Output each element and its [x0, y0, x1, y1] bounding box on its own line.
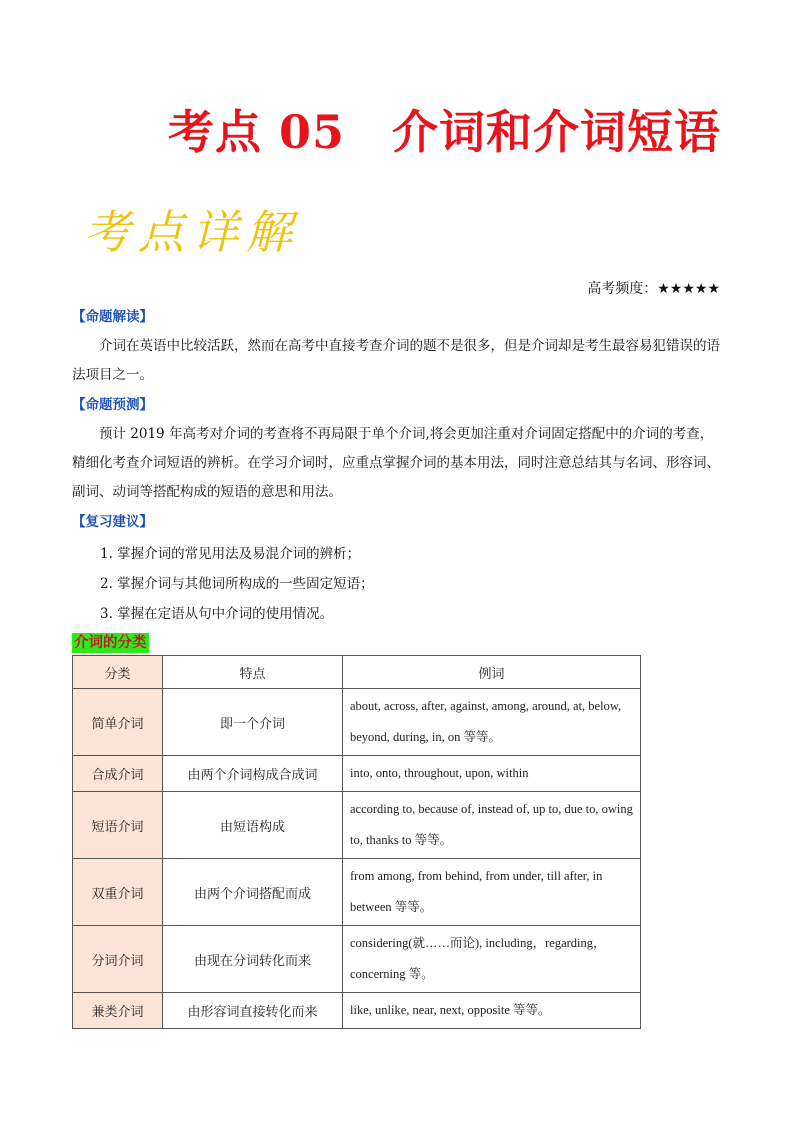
cell-type: 短语介词 [73, 792, 163, 859]
cell-examples: considering(就……而论), including，regarding，concerning 等。 [343, 926, 641, 993]
cell-type: 简单介词 [73, 689, 163, 756]
interpretation-label: 【命题解读】 [72, 309, 153, 325]
table-row [73, 993, 641, 1029]
table-row [73, 756, 641, 792]
column-header-type: 分类 [73, 656, 163, 689]
column-header-feature: 特点 [163, 656, 343, 689]
frequency-label: 高考频度： [587, 281, 658, 297]
preposition-classification-table [72, 655, 641, 1029]
table-row [73, 926, 641, 993]
star-rating-icon: ★★★★★ [657, 281, 720, 297]
cell-feature: 由短语构成 [163, 792, 343, 859]
page-title: 考点 05 介词和介词短语 [168, 105, 722, 159]
cell-type: 双重介词 [73, 859, 163, 926]
cell-examples: about, across, after, against, among, around, at, below, beyond, during, in, on 等等。 [343, 689, 641, 756]
table-header-row [73, 656, 641, 689]
interpretation-text: 介词在英语中比较活跃，然而在高考中直接考查介词的题不是很多，但是介词却是考生最容易犯错误的语法项目之一。 [72, 338, 720, 383]
table-row [73, 792, 641, 859]
cell-type: 合成介词 [73, 756, 163, 792]
table-row [73, 859, 641, 926]
content [72, 306, 724, 1029]
prediction-label: 【命题预测】 [72, 397, 153, 413]
cell-feature: 由现在分词转化而来 [163, 926, 343, 993]
cell-examples: according to, because of, instead of, up to, due to, owing to, thanks to 等等。 [343, 792, 641, 859]
list-item: 1. 掌握介词的常见用法及易混介词的辨析； [100, 546, 361, 562]
cell-examples: into, onto, throughout, upon, within [343, 756, 641, 792]
table-row [73, 689, 641, 756]
advice-list [72, 539, 724, 629]
cell-feature: 由形容词直接转化而来 [163, 993, 343, 1029]
table-title: 介词的分类 [74, 635, 147, 651]
prediction-text: 预计 2019 年高考对介词的考查将不再局限于单个介词,将会更加注重对介词固定搭配中的介词的考查，精细化考查介词短语的辨析。在学习介词时，应重点掌握介词的基本用法，同时注意总结其与名词、形容词、副词、动词等搭配构成的短语的意思和用法。 [72, 426, 720, 500]
advice-label: 【复习建议】 [72, 514, 153, 530]
cell-feature: 由两个介词构成合成词 [163, 756, 343, 792]
column-header-examples: 例词 [343, 656, 641, 689]
list-item: 2. 掌握介词与其他词所构成的一些固定短语； [100, 576, 374, 592]
cell-feature: 由两个介词搭配而成 [163, 859, 343, 926]
cell-type: 兼类介词 [73, 993, 163, 1029]
exam-frequency [587, 278, 720, 298]
cell-examples: from among, from behind, from under, till after, in between 等等。 [343, 859, 641, 926]
section-heading: 考点详解 [84, 205, 300, 259]
cell-feature: 即一个介词 [163, 689, 343, 756]
cell-examples: like, unlike, near, next, opposite 等等。 [343, 993, 641, 1029]
cell-type: 分词介词 [73, 926, 163, 993]
list-item: 3. 掌握在定语从句中介词的使用情况。 [100, 606, 334, 622]
